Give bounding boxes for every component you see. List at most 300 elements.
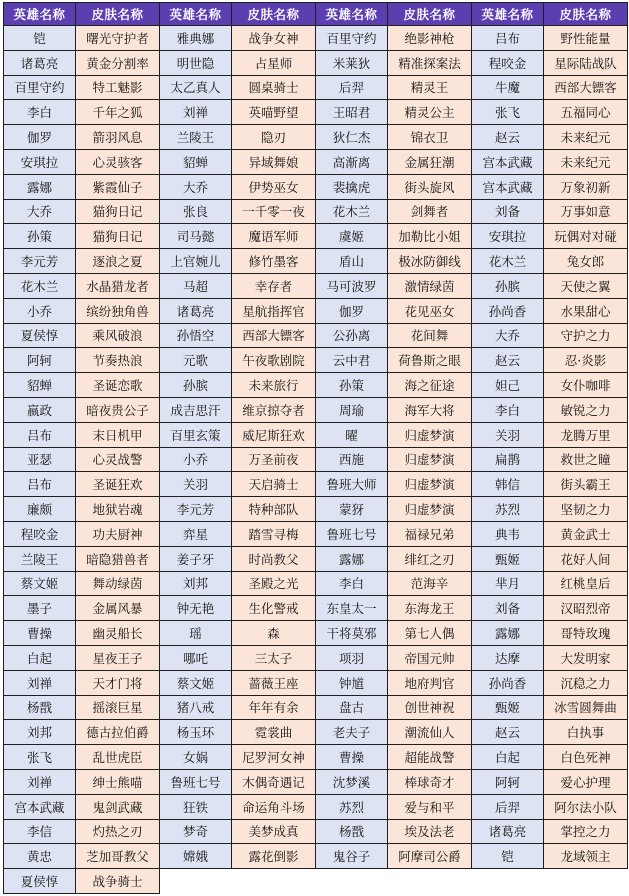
hero-name-cell: 张飞 xyxy=(472,100,544,125)
table-row xyxy=(4,670,628,695)
skin-name-cell: 剑舞者 xyxy=(388,199,472,224)
skin-name-cell: 森 xyxy=(232,621,316,646)
skin-name-cell: 街头旋风 xyxy=(388,174,472,199)
table-row xyxy=(4,869,628,894)
hero-name-cell: 孙策 xyxy=(4,224,76,249)
hero-name-cell: 马超 xyxy=(160,273,232,298)
skin-name-cell: 猫狗日记 xyxy=(76,199,160,224)
skin-name-cell: 潮流仙人 xyxy=(388,720,472,745)
hero-name-cell: 百里玄策 xyxy=(160,422,232,447)
skin-name-cell: 绅士熊喵 xyxy=(76,769,160,794)
skin-name-cell: 沉稳之力 xyxy=(544,670,628,695)
hero-name-cell: 刘邦 xyxy=(4,720,76,745)
hero-name-cell: 夏侯惇 xyxy=(4,869,76,894)
skin-name-cell: 一千零一夜 xyxy=(232,199,316,224)
skin-name-cell: 维京掠夺者 xyxy=(232,397,316,422)
hero-name-cell: 兰陵王 xyxy=(4,546,76,571)
table-row xyxy=(4,571,628,596)
hero-name-cell: 嬴政 xyxy=(4,397,76,422)
hero-name-cell: 宫本武藏 xyxy=(472,149,544,174)
column-header-skin-name: 皮肤名称 xyxy=(76,3,160,26)
hero-name-cell: 韩信 xyxy=(472,472,544,497)
skin-name-cell: 末日机甲 xyxy=(76,422,160,447)
hero-name-cell: 米莱狄 xyxy=(316,50,388,75)
skin-name-cell: 五福同心 xyxy=(544,100,628,125)
hero-name-cell: 蒙犽 xyxy=(316,497,388,522)
hero-name-cell: 诸葛亮 xyxy=(4,50,76,75)
skin-name-cell: 水果甜心 xyxy=(544,298,628,323)
table-row xyxy=(4,645,628,670)
hero-name-cell: 程咬金 xyxy=(4,521,76,546)
table-row xyxy=(4,348,628,373)
skin-name-cell: 曙光守护者 xyxy=(76,26,160,51)
skin-name-cell: 锦衣卫 xyxy=(388,125,472,150)
skin-name-cell: 灼热之刃 xyxy=(76,819,160,844)
table-row xyxy=(4,521,628,546)
table-row xyxy=(4,720,628,745)
table-row xyxy=(4,26,628,51)
table-body xyxy=(4,26,628,894)
hero-name-cell: 刘禅 xyxy=(160,100,232,125)
hero-name-cell: 孙尚香 xyxy=(472,670,544,695)
skin-name-cell: 特工魅影 xyxy=(76,75,160,100)
skin-name-cell: 圣殿之光 xyxy=(232,571,316,596)
hero-name-cell: 杨玉环 xyxy=(160,720,232,745)
hero-name-cell: 鲁班七号 xyxy=(160,769,232,794)
hero-name-cell: 梦奇 xyxy=(160,819,232,844)
skin-name-cell: 舞动绿茵 xyxy=(76,571,160,596)
skin-name-cell: 棒球奇才 xyxy=(388,769,472,794)
skin-name-cell: 汉昭烈帝 xyxy=(544,596,628,621)
hero-name-cell: 苏烈 xyxy=(316,794,388,819)
hero-name-cell: 廉颇 xyxy=(4,497,76,522)
hero-name-cell: 诸葛亮 xyxy=(160,298,232,323)
hero-name-cell: 芈月 xyxy=(472,571,544,596)
skin-name-cell: 修竹墨客 xyxy=(232,249,316,274)
skin-name-cell: 归虚梦演 xyxy=(388,447,472,472)
hero-name-cell: 赵云 xyxy=(472,720,544,745)
hero-name-cell: 鬼谷子 xyxy=(316,844,388,869)
hero-name-cell: 李白 xyxy=(4,100,76,125)
table-row xyxy=(4,546,628,571)
table-row xyxy=(4,199,628,224)
skin-name-cell: 命运角斗场 xyxy=(232,794,316,819)
hero-name-cell: 百里守约 xyxy=(4,75,76,100)
skin-name-cell: 逐浪之夏 xyxy=(76,249,160,274)
skin-name-cell: 三太子 xyxy=(232,645,316,670)
hero-name-cell: 老夫子 xyxy=(316,720,388,745)
skin-name-cell: 龙域领主 xyxy=(544,844,628,869)
skin-name-cell: 阿摩司公爵 xyxy=(388,844,472,869)
empty-cell xyxy=(160,869,232,894)
skin-name-cell: 幽灵船长 xyxy=(76,621,160,646)
skin-name-cell: 绯红之刃 xyxy=(388,546,472,571)
skin-name-cell: 特种部队 xyxy=(232,497,316,522)
column-header-skin-name: 皮肤名称 xyxy=(544,3,628,26)
skin-name-cell: 万事如意 xyxy=(544,199,628,224)
skin-name-cell: 红桃皇后 xyxy=(544,571,628,596)
hero-name-cell: 周瑜 xyxy=(316,397,388,422)
skin-name-cell: 帝国元帅 xyxy=(388,645,472,670)
skin-name-cell: 埃及法老 xyxy=(388,819,472,844)
skin-name-cell: 花间舞 xyxy=(388,323,472,348)
skin-name-cell: 露花倒影 xyxy=(232,844,316,869)
hero-name-cell: 伽罗 xyxy=(4,125,76,150)
skin-name-cell: 美梦成真 xyxy=(232,819,316,844)
skin-name-cell: 功夫厨神 xyxy=(76,521,160,546)
skin-name-cell: 第七人偶 xyxy=(388,621,472,646)
skin-name-cell: 尼罗河女神 xyxy=(232,745,316,770)
skin-name-cell: 女仆咖啡 xyxy=(544,373,628,398)
table-row xyxy=(4,745,628,770)
hero-name-cell: 李元芳 xyxy=(160,497,232,522)
skin-name-cell: 未来纪元 xyxy=(544,149,628,174)
table-row xyxy=(4,323,628,348)
skin-name-cell: 西部大镖客 xyxy=(232,323,316,348)
skin-name-cell: 掌控之力 xyxy=(544,819,628,844)
hero-name-cell: 杨戬 xyxy=(316,819,388,844)
hero-name-cell: 关羽 xyxy=(160,472,232,497)
hero-name-cell: 黄忠 xyxy=(4,844,76,869)
hero-name-cell: 小乔 xyxy=(160,447,232,472)
hero-name-cell: 甄姬 xyxy=(472,695,544,720)
skin-name-cell: 精准探案法 xyxy=(388,50,472,75)
skin-name-cell: 异域舞娘 xyxy=(232,149,316,174)
skin-name-cell: 金属狂潮 xyxy=(388,149,472,174)
hero-name-cell: 钟无艳 xyxy=(160,596,232,621)
skin-name-cell: 心灵骇客 xyxy=(76,149,160,174)
skin-name-cell: 哥特玫瑰 xyxy=(544,621,628,646)
hero-name-cell: 花木兰 xyxy=(4,273,76,298)
skin-name-cell: 敏锐之力 xyxy=(544,397,628,422)
skin-name-cell: 海军大将 xyxy=(388,397,472,422)
skin-name-cell: 魔语军师 xyxy=(232,224,316,249)
table-row xyxy=(4,125,628,150)
hero-name-cell: 女娲 xyxy=(160,745,232,770)
hero-name-cell: 露娜 xyxy=(316,546,388,571)
hero-name-cell: 蔡文姬 xyxy=(160,670,232,695)
hero-name-cell: 蔡文姬 xyxy=(4,571,76,596)
skin-name-cell: 木偶奇遇记 xyxy=(232,769,316,794)
hero-name-cell: 曹操 xyxy=(4,621,76,646)
hero-name-cell: 伽罗 xyxy=(316,298,388,323)
skin-name-cell: 救世之瞳 xyxy=(544,447,628,472)
skin-name-cell: 英喵野望 xyxy=(232,100,316,125)
column-header-hero-name: 英雄名称 xyxy=(160,3,232,26)
skin-name-cell: 心灵战警 xyxy=(76,447,160,472)
skin-name-cell: 爱与和平 xyxy=(388,794,472,819)
skin-name-cell: 白执事 xyxy=(544,720,628,745)
hero-name-cell: 孙悟空 xyxy=(160,323,232,348)
hero-name-cell: 露娜 xyxy=(4,174,76,199)
hero-name-cell: 刘备 xyxy=(472,199,544,224)
table-row xyxy=(4,596,628,621)
hero-name-cell: 关羽 xyxy=(472,422,544,447)
skin-name-cell: 冰雪圆舞曲 xyxy=(544,695,628,720)
hero-name-cell: 百里守约 xyxy=(316,26,388,51)
skin-name-cell: 时尚教父 xyxy=(232,546,316,571)
hero-name-cell: 妲己 xyxy=(472,373,544,398)
skin-name-cell: 玩偶对对碰 xyxy=(544,224,628,249)
hero-name-cell: 宫本武藏 xyxy=(472,174,544,199)
hero-name-cell: 猪八戒 xyxy=(160,695,232,720)
hero-name-cell: 李白 xyxy=(316,571,388,596)
empty-cell xyxy=(316,869,388,894)
hero-name-cell: 刘邦 xyxy=(160,571,232,596)
hero-name-cell: 李白 xyxy=(472,397,544,422)
table-row xyxy=(4,497,628,522)
hero-name-cell: 宫本武藏 xyxy=(4,794,76,819)
skin-name-cell: 精灵公主 xyxy=(388,100,472,125)
skin-name-cell: 海之征途 xyxy=(388,373,472,398)
hero-name-cell: 狂铁 xyxy=(160,794,232,819)
hero-name-cell: 花木兰 xyxy=(316,199,388,224)
hero-name-cell: 铠 xyxy=(472,844,544,869)
skin-name-cell: 千年之狐 xyxy=(76,100,160,125)
skin-name-cell: 大发明家 xyxy=(544,645,628,670)
skin-name-cell: 乘风破浪 xyxy=(76,323,160,348)
skin-name-cell: 午夜歌剧院 xyxy=(232,348,316,373)
skin-name-cell: 踏雪寻梅 xyxy=(232,521,316,546)
hero-name-cell: 裴擒虎 xyxy=(316,174,388,199)
hero-name-cell: 阿轲 xyxy=(472,769,544,794)
skin-name-cell: 水晶猎龙者 xyxy=(76,273,160,298)
hero-name-cell: 鲁班七号 xyxy=(316,521,388,546)
hero-name-cell: 赵云 xyxy=(472,348,544,373)
hero-name-cell: 貂蝉 xyxy=(4,373,76,398)
table-row xyxy=(4,249,628,274)
hero-name-cell: 曹操 xyxy=(316,745,388,770)
hero-name-cell: 吕布 xyxy=(4,422,76,447)
hero-name-cell: 干将莫邪 xyxy=(316,621,388,646)
table-row xyxy=(4,397,628,422)
hero-skin-table xyxy=(3,2,628,894)
skin-name-cell: 战争女神 xyxy=(232,26,316,51)
skin-name-cell: 超能战警 xyxy=(388,745,472,770)
skin-name-cell: 花见巫女 xyxy=(388,298,472,323)
skin-name-cell: 黄金武士 xyxy=(544,521,628,546)
skin-name-cell: 乱世虎臣 xyxy=(76,745,160,770)
hero-name-cell: 刘备 xyxy=(472,596,544,621)
skin-name-cell: 花好人间 xyxy=(544,546,628,571)
table-row xyxy=(4,273,628,298)
hero-name-cell: 张良 xyxy=(160,199,232,224)
hero-name-cell: 雅典娜 xyxy=(160,26,232,51)
skin-name-cell: 精灵王 xyxy=(388,75,472,100)
hero-name-cell: 上官婉儿 xyxy=(160,249,232,274)
skin-name-cell: 星际陆战队 xyxy=(544,50,628,75)
table-row xyxy=(4,422,628,447)
skin-name-cell: 坚韧之力 xyxy=(544,497,628,522)
hero-name-cell: 司马懿 xyxy=(160,224,232,249)
hero-name-cell: 元歌 xyxy=(160,348,232,373)
hero-name-cell: 李信 xyxy=(4,819,76,844)
column-header-skin-name: 皮肤名称 xyxy=(388,3,472,26)
hero-name-cell: 安琪拉 xyxy=(4,149,76,174)
skin-name-cell: 龙腾万里 xyxy=(544,422,628,447)
skin-name-cell: 星夜王子 xyxy=(76,645,160,670)
table-row xyxy=(4,50,628,75)
skin-name-cell: 创世神祝 xyxy=(388,695,472,720)
hero-name-cell: 孙策 xyxy=(316,373,388,398)
skin-name-cell: 西部大镖客 xyxy=(544,75,628,100)
hero-name-cell: 瑶 xyxy=(160,621,232,646)
hero-name-cell: 孙膑 xyxy=(472,273,544,298)
hero-name-cell: 铠 xyxy=(4,26,76,51)
empty-cell xyxy=(544,869,628,894)
hero-name-cell: 杨戬 xyxy=(4,695,76,720)
skin-name-cell: 天才门将 xyxy=(76,670,160,695)
hero-name-cell: 貂蝉 xyxy=(160,149,232,174)
hero-name-cell: 吕布 xyxy=(4,472,76,497)
hero-name-cell: 程咬金 xyxy=(472,50,544,75)
skin-name-cell: 万圣前夜 xyxy=(232,447,316,472)
hero-name-cell: 云中君 xyxy=(316,348,388,373)
hero-name-cell: 张飞 xyxy=(4,745,76,770)
skin-name-cell: 范海辛 xyxy=(388,571,472,596)
skin-name-cell: 德古拉伯爵 xyxy=(76,720,160,745)
hero-name-cell: 赵云 xyxy=(472,125,544,150)
hero-name-cell: 后羿 xyxy=(316,75,388,100)
empty-cell xyxy=(388,869,472,894)
column-header-hero-name: 英雄名称 xyxy=(4,3,76,26)
table-row xyxy=(4,695,628,720)
hero-name-cell: 公孙离 xyxy=(316,323,388,348)
skin-name-cell: 忍·炎影 xyxy=(544,348,628,373)
table-row xyxy=(4,621,628,646)
table-header xyxy=(4,3,628,26)
skin-name-cell: 年年有余 xyxy=(232,695,316,720)
skin-name-cell: 圣诞狂欢 xyxy=(76,472,160,497)
skin-name-cell: 星航指挥官 xyxy=(232,298,316,323)
skin-name-cell: 威尼斯狂欢 xyxy=(232,422,316,447)
hero-name-cell: 曜 xyxy=(316,422,388,447)
skin-name-cell: 未来纪元 xyxy=(544,125,628,150)
header-row xyxy=(4,3,628,26)
hero-name-cell: 钟馗 xyxy=(316,670,388,695)
hero-name-cell: 沈梦溪 xyxy=(316,769,388,794)
skin-name-cell: 爱心护理 xyxy=(544,769,628,794)
hero-name-cell: 白起 xyxy=(4,645,76,670)
skin-name-cell: 东海龙王 xyxy=(388,596,472,621)
skin-name-cell: 阿尔法小队 xyxy=(544,794,628,819)
skin-name-cell: 激情绿茵 xyxy=(388,273,472,298)
hero-name-cell: 东皇太一 xyxy=(316,596,388,621)
skin-name-cell: 金属风暴 xyxy=(76,596,160,621)
skin-name-cell: 荷鲁斯之眼 xyxy=(388,348,472,373)
table-row xyxy=(4,149,628,174)
hero-name-cell: 安琪拉 xyxy=(472,224,544,249)
hero-name-cell: 大乔 xyxy=(160,174,232,199)
skin-name-cell: 极冰防御线 xyxy=(388,249,472,274)
table-row xyxy=(4,100,628,125)
skin-name-cell: 福禄兄弟 xyxy=(388,521,472,546)
table-row xyxy=(4,769,628,794)
hero-name-cell: 牛魔 xyxy=(472,75,544,100)
hero-name-cell: 吕布 xyxy=(472,26,544,51)
hero-name-cell: 孙膑 xyxy=(160,373,232,398)
column-header-hero-name: 英雄名称 xyxy=(472,3,544,26)
skin-name-cell: 摇滚巨星 xyxy=(76,695,160,720)
skin-name-cell: 绝影神枪 xyxy=(388,26,472,51)
skin-name-cell: 万象初新 xyxy=(544,174,628,199)
hero-name-cell: 姜子牙 xyxy=(160,546,232,571)
column-header-skin-name: 皮肤名称 xyxy=(232,3,316,26)
hero-name-cell: 兰陵王 xyxy=(160,125,232,150)
hero-name-cell: 太乙真人 xyxy=(160,75,232,100)
hero-name-cell: 李元芳 xyxy=(4,249,76,274)
hero-name-cell: 露娜 xyxy=(472,621,544,646)
hero-name-cell: 典韦 xyxy=(472,521,544,546)
hero-name-cell: 墨子 xyxy=(4,596,76,621)
hero-name-cell: 西施 xyxy=(316,447,388,472)
table-row xyxy=(4,472,628,497)
skin-name-cell: 未来旅行 xyxy=(232,373,316,398)
hero-name-cell: 达摩 xyxy=(472,645,544,670)
hero-name-cell: 盘古 xyxy=(316,695,388,720)
skin-name-cell: 暗夜贵公子 xyxy=(76,397,160,422)
hero-name-cell: 甄姬 xyxy=(472,546,544,571)
empty-cell xyxy=(472,869,544,894)
table-row xyxy=(4,224,628,249)
hero-name-cell: 扁鹊 xyxy=(472,447,544,472)
skin-name-cell: 鬼剑武藏 xyxy=(76,794,160,819)
skin-name-cell: 白色死神 xyxy=(544,745,628,770)
table-row xyxy=(4,794,628,819)
hero-name-cell: 狄仁杰 xyxy=(316,125,388,150)
hero-name-cell: 夏侯惇 xyxy=(4,323,76,348)
skin-name-cell: 街头霸王 xyxy=(544,472,628,497)
skin-name-cell: 地狱岩魂 xyxy=(76,497,160,522)
skin-name-cell: 天启骑士 xyxy=(232,472,316,497)
table-row xyxy=(4,373,628,398)
hero-name-cell: 嫦娥 xyxy=(160,844,232,869)
skin-name-cell: 箭羽风息 xyxy=(76,125,160,150)
hero-name-cell: 高渐离 xyxy=(316,149,388,174)
hero-name-cell: 大乔 xyxy=(472,323,544,348)
hero-name-cell: 大乔 xyxy=(4,199,76,224)
skin-name-cell: 天使之翼 xyxy=(544,273,628,298)
skin-name-cell: 紫霞仙子 xyxy=(76,174,160,199)
skin-name-cell: 节奏热浪 xyxy=(76,348,160,373)
skin-name-cell: 归虚梦演 xyxy=(388,497,472,522)
hero-name-cell: 白起 xyxy=(472,745,544,770)
hero-name-cell: 鲁班大师 xyxy=(316,472,388,497)
skin-name-cell: 猫狗日记 xyxy=(76,224,160,249)
hero-name-cell: 小乔 xyxy=(4,298,76,323)
hero-name-cell: 哪吒 xyxy=(160,645,232,670)
skin-name-cell: 芝加哥教父 xyxy=(76,844,160,869)
hero-name-cell: 孙尚香 xyxy=(472,298,544,323)
skin-name-cell: 蔷薇王座 xyxy=(232,670,316,695)
hero-name-cell: 刘禅 xyxy=(4,769,76,794)
table-row xyxy=(4,174,628,199)
skin-name-cell: 暗隐猎兽者 xyxy=(76,546,160,571)
hero-name-cell: 盾山 xyxy=(316,249,388,274)
skin-name-cell: 归虚梦演 xyxy=(388,472,472,497)
hero-name-cell: 虞姬 xyxy=(316,224,388,249)
skin-name-cell: 隐刃 xyxy=(232,125,316,150)
skin-name-cell: 守护之力 xyxy=(544,323,628,348)
skin-name-cell: 地府判官 xyxy=(388,670,472,695)
table-row xyxy=(4,447,628,472)
hero-name-cell: 马可波罗 xyxy=(316,273,388,298)
skin-name-cell: 加勒比小姐 xyxy=(388,224,472,249)
hero-name-cell: 刘禅 xyxy=(4,670,76,695)
skin-name-cell: 圆桌骑士 xyxy=(232,75,316,100)
table-row xyxy=(4,819,628,844)
skin-name-cell: 幸存者 xyxy=(232,273,316,298)
